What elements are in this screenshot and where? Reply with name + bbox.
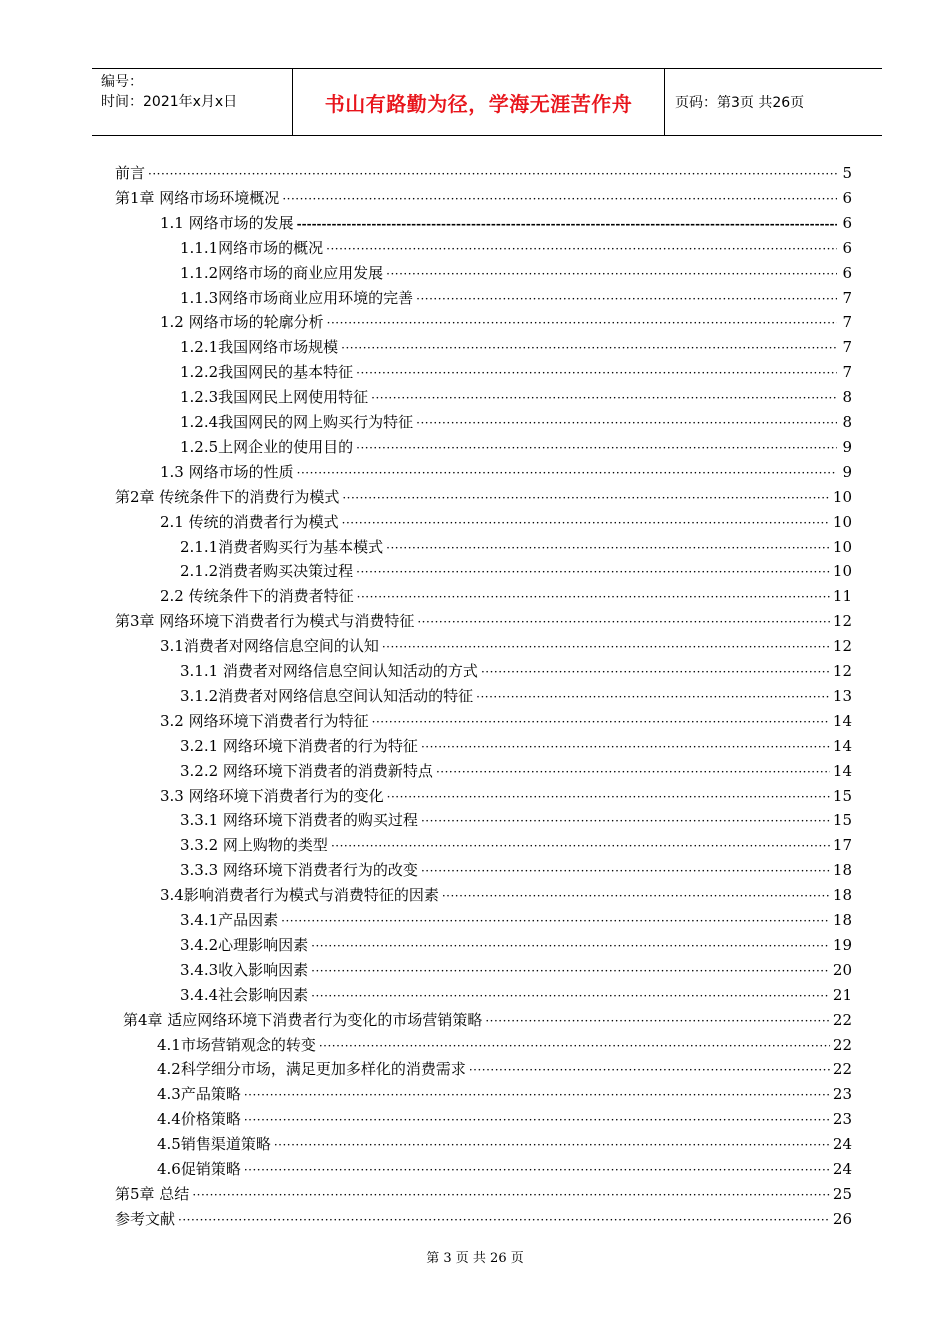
toc-entry-title: 3.1.2消费者对网络信息空间认知活动的特征 xyxy=(180,687,474,705)
toc-entry-title: 3.2.2 网络环境下消费者的消费新特点 xyxy=(180,762,433,780)
toc-dot-leader xyxy=(342,489,830,507)
toc-dot-leader xyxy=(281,912,830,930)
toc-entry[interactable] xyxy=(180,931,852,955)
header-page-cell xyxy=(665,69,882,135)
toc-entry-page: 10 xyxy=(832,538,852,556)
toc-dot-leader xyxy=(485,1012,830,1030)
toc-dot-leader xyxy=(297,215,837,233)
toc-entry[interactable] xyxy=(157,1155,852,1179)
header-info-cell xyxy=(92,69,293,135)
toc-dot-leader xyxy=(416,414,837,432)
toc-entry[interactable] xyxy=(160,782,852,806)
toc-entry-page: 12 xyxy=(832,662,852,680)
toc-entry[interactable] xyxy=(123,1006,852,1030)
toc-entry-title: 1.2.1我国网络市场规模 xyxy=(180,338,339,356)
toc-entry[interactable] xyxy=(180,533,852,557)
toc-entry-title: 1.1 网络市场的发展 xyxy=(160,214,294,232)
toc-entry[interactable] xyxy=(115,1205,852,1229)
toc-entry-title: 2.1 传统的消费者行为模式 xyxy=(160,513,339,531)
toc-dot-leader xyxy=(311,937,830,955)
toc-entry[interactable] xyxy=(160,308,852,332)
toc-entry[interactable] xyxy=(160,881,852,905)
toc-entry-title: 3.3.2 网上购物的类型 xyxy=(180,836,328,854)
toc-dot-leader xyxy=(421,862,830,880)
toc-entry[interactable] xyxy=(180,284,852,308)
toc-dot-leader xyxy=(417,613,830,631)
toc-entry-page: 24 xyxy=(832,1135,852,1153)
toc-entry-title: 2.1.2消费者购买决策过程 xyxy=(180,562,354,580)
toc-entry[interactable] xyxy=(180,259,852,283)
toc-entry-title: 4.1市场营销观念的转变 xyxy=(157,1036,316,1054)
toc-dot-leader xyxy=(341,339,837,357)
toc-entry-page: 8 xyxy=(842,388,852,406)
toc-entry-page: 14 xyxy=(832,712,852,730)
toc-dot-leader xyxy=(148,165,837,183)
toc-entry[interactable] xyxy=(157,1130,852,1154)
toc-dot-leader xyxy=(382,638,830,656)
toc-dot-leader xyxy=(469,1061,830,1079)
toc-entry[interactable] xyxy=(180,383,852,407)
toc-entry-page: 18 xyxy=(832,861,852,879)
toc-entry-page: 12 xyxy=(832,612,852,630)
toc-dot-leader xyxy=(244,1086,830,1104)
toc-entry[interactable] xyxy=(115,1180,852,1204)
toc-dot-leader xyxy=(326,240,837,258)
toc-dot-leader xyxy=(297,464,837,482)
toc-entry[interactable] xyxy=(160,632,852,656)
toc-entry-page: 26 xyxy=(832,1210,852,1228)
toc-entry[interactable] xyxy=(115,483,852,507)
toc-dot-leader xyxy=(178,1211,830,1229)
toc-entry-title: 第3章 网络环境下消费者行为模式与消费特征 xyxy=(115,612,415,630)
toc-dot-leader xyxy=(311,962,830,980)
toc-dot-leader xyxy=(372,713,830,731)
toc-entry[interactable] xyxy=(180,234,852,258)
toc-entry-page: 10 xyxy=(832,488,852,506)
toc-entry-title: 2.2 传统条件下的消费者特征 xyxy=(160,587,354,605)
toc-entry-page: 6 xyxy=(842,239,852,257)
header-page-label: 页码：第3页 共26页 xyxy=(675,95,805,111)
toc-entry-page: 11 xyxy=(832,587,852,605)
toc-entry[interactable] xyxy=(180,408,852,432)
toc-entry-title: 前言 xyxy=(115,164,146,182)
toc-entry[interactable] xyxy=(180,333,852,357)
toc-entry[interactable] xyxy=(180,956,852,980)
toc-entry-page: 25 xyxy=(832,1185,852,1203)
toc-entry-title: 3.2.1 网络环境下消费者的行为特征 xyxy=(180,737,418,755)
toc-entry-page: 9 xyxy=(842,463,852,481)
toc-entry-page: 6 xyxy=(842,264,852,282)
header-motto-cell xyxy=(293,69,665,135)
toc-entry-title: 3.1.1 消费者对网络信息空间认知活动的方式 xyxy=(180,662,478,680)
toc-entry[interactable] xyxy=(180,906,852,930)
toc-dot-leader xyxy=(319,1037,830,1055)
toc-entry-title: 1.2.4我国网民的网上购买行为特征 xyxy=(180,413,414,431)
toc-entry-title: 3.3.1 网络环境下消费者的购买过程 xyxy=(180,811,418,829)
toc-entry[interactable] xyxy=(115,607,852,631)
toc-dot-leader xyxy=(192,1186,830,1204)
toc-entry[interactable] xyxy=(180,732,852,756)
toc-entry-page: 6 xyxy=(842,214,852,232)
toc-entry-page: 23 xyxy=(832,1085,852,1103)
toc-entry-title: 1.3 网络市场的性质 xyxy=(160,463,294,481)
toc-entry-title: 参考文献 xyxy=(115,1210,176,1228)
toc-entry-title: 1.2.3我国网民上网使用特征 xyxy=(180,388,369,406)
header-motto: 书山有路勤为径，学海无涯苦作舟 xyxy=(324,91,633,116)
toc-entry-title: 第5章 总结 xyxy=(115,1185,190,1203)
toc-entry-page: 9 xyxy=(842,438,852,456)
toc-entry-title: 4.2科学细分市场，满足更加多样化的消费需求 xyxy=(157,1060,466,1078)
toc-entry[interactable] xyxy=(157,1105,852,1129)
toc-dot-leader xyxy=(386,539,830,557)
toc-dot-leader xyxy=(436,763,830,781)
page-header xyxy=(92,68,882,136)
toc-entry-title: 第4章 适应网络环境下消费者行为变化的市场营销策略 xyxy=(123,1011,483,1029)
toc-entry-title: 1.2.5上网企业的使用目的 xyxy=(180,438,354,456)
toc-entry-page: 18 xyxy=(832,886,852,904)
toc-entry[interactable] xyxy=(180,433,852,457)
toc-entry-page: 15 xyxy=(832,811,852,829)
toc-entry-page: 22 xyxy=(832,1011,852,1029)
toc-dot-leader xyxy=(244,1111,830,1129)
toc-entry-page: 20 xyxy=(832,961,852,979)
toc-entry[interactable] xyxy=(180,358,852,382)
toc-entry-title: 3.3.3 网络环境下消费者行为的改变 xyxy=(180,861,418,879)
toc-dot-leader xyxy=(357,588,830,606)
toc-entry-title: 第1章 网络市场环境概况 xyxy=(115,189,280,207)
toc-entry[interactable] xyxy=(157,1031,852,1055)
toc-entry[interactable] xyxy=(157,1055,852,1079)
toc-entry-title: 3.2 网络环境下消费者行为特征 xyxy=(160,712,369,730)
toc-entry-title: 4.3产品策略 xyxy=(157,1085,241,1103)
toc-entry[interactable] xyxy=(180,856,852,880)
toc-dot-leader xyxy=(421,812,830,830)
toc-entry[interactable] xyxy=(115,184,852,208)
toc-dot-leader xyxy=(311,987,830,1005)
toc-entry-page: 10 xyxy=(832,562,852,580)
toc-dot-leader xyxy=(371,389,837,407)
document-time-label: 时间：2021年x月x日 xyxy=(101,94,238,110)
toc-entry-title: 1.2.2我国网民的基本特征 xyxy=(180,363,354,381)
toc-entry-title: 3.4.3收入影响因素 xyxy=(180,961,309,979)
toc-entry-page: 22 xyxy=(832,1060,852,1078)
toc-entry-page: 15 xyxy=(832,787,852,805)
toc-entry-title: 1.2 网络市场的轮廓分析 xyxy=(160,313,324,331)
toc-entry-page: 23 xyxy=(832,1110,852,1128)
toc-entry-page: 7 xyxy=(842,363,852,381)
toc-entry-title: 2.1.1消费者购买行为基本模式 xyxy=(180,538,384,556)
toc-entry-title: 3.4.2心理影响因素 xyxy=(180,936,309,954)
page-footer: 第 3 页 共 26 页 xyxy=(426,1251,524,1266)
toc-dot-leader xyxy=(356,563,830,581)
toc-dot-leader xyxy=(481,663,830,681)
toc-entry-title: 3.1消费者对网络信息空间的认知 xyxy=(160,637,379,655)
toc-entry-page: 14 xyxy=(832,762,852,780)
toc-entry[interactable] xyxy=(180,981,852,1005)
toc-entry-page: 21 xyxy=(832,986,852,1004)
toc-dot-leader xyxy=(274,1136,830,1154)
toc-dot-leader xyxy=(356,364,837,382)
toc-entry[interactable] xyxy=(180,657,852,681)
toc-entry-title: 3.4.4社会影响因素 xyxy=(180,986,309,1004)
toc-entry[interactable] xyxy=(180,682,852,706)
toc-dot-leader xyxy=(327,314,837,332)
toc-entry-title: 3.3 网络环境下消费者行为的变化 xyxy=(160,787,384,805)
toc-entry-page: 7 xyxy=(842,338,852,356)
toc-entry-title: 4.4价格策略 xyxy=(157,1110,241,1128)
toc-entry-title: 4.5销售渠道策略 xyxy=(157,1135,271,1153)
toc-entry[interactable] xyxy=(180,757,852,781)
toc-entry-title: 1.1.3网络市场商业应用环境的完善 xyxy=(180,289,414,307)
toc-entry-page: 8 xyxy=(842,413,852,431)
toc-entry-page: 6 xyxy=(842,189,852,207)
toc-dot-leader xyxy=(356,439,837,457)
toc-entry[interactable] xyxy=(160,458,852,482)
toc-dot-leader xyxy=(244,1161,830,1179)
toc-entry-page: 24 xyxy=(832,1160,852,1178)
toc-dot-leader xyxy=(421,738,830,756)
toc-dot-leader xyxy=(282,190,837,208)
toc-entry-page: 7 xyxy=(842,313,852,331)
toc-entry[interactable] xyxy=(160,209,852,233)
toc-entry[interactable] xyxy=(160,707,852,731)
document-number-label: 编号： xyxy=(101,74,143,90)
toc-entry-title: 第2章 传统条件下的消费行为模式 xyxy=(115,488,340,506)
toc-entry-page: 17 xyxy=(832,836,852,854)
toc-dot-leader xyxy=(442,887,830,905)
toc-entry-page: 22 xyxy=(832,1036,852,1054)
toc-entry-title: 3.4影响消费者行为模式与消费特征的因素 xyxy=(160,886,439,904)
toc-entry[interactable] xyxy=(180,557,852,581)
toc-entry[interactable] xyxy=(160,582,852,606)
toc-dot-leader xyxy=(331,837,830,855)
toc-entry-page: 5 xyxy=(842,164,852,182)
toc-entry[interactable] xyxy=(180,831,852,855)
toc-entry[interactable] xyxy=(160,508,852,532)
toc-entry-title: 1.1.1网络市场的概况 xyxy=(180,239,324,257)
toc-entry-page: 7 xyxy=(842,289,852,307)
toc-entry-page: 10 xyxy=(832,513,852,531)
toc-entry-title: 1.1.2网络市场的商业应用发展 xyxy=(180,264,384,282)
toc-dot-leader xyxy=(416,290,837,308)
toc-entry-title: 4.6促销策略 xyxy=(157,1160,241,1178)
toc-entry-page: 13 xyxy=(832,687,852,705)
toc-entry-title: 3.4.1产品因素 xyxy=(180,911,279,929)
toc-dot-leader xyxy=(387,788,830,806)
toc-dot-leader xyxy=(342,514,830,532)
toc-dot-leader xyxy=(386,265,837,283)
toc-entry-page: 19 xyxy=(832,936,852,954)
toc-dot-leader xyxy=(476,688,830,706)
toc-entry[interactable] xyxy=(180,806,852,830)
toc-entry-page: 12 xyxy=(832,637,852,655)
toc-entry-page: 18 xyxy=(832,911,852,929)
toc-entry[interactable] xyxy=(157,1080,852,1104)
toc-entry[interactable] xyxy=(115,159,852,183)
toc-entry-page: 14 xyxy=(832,737,852,755)
